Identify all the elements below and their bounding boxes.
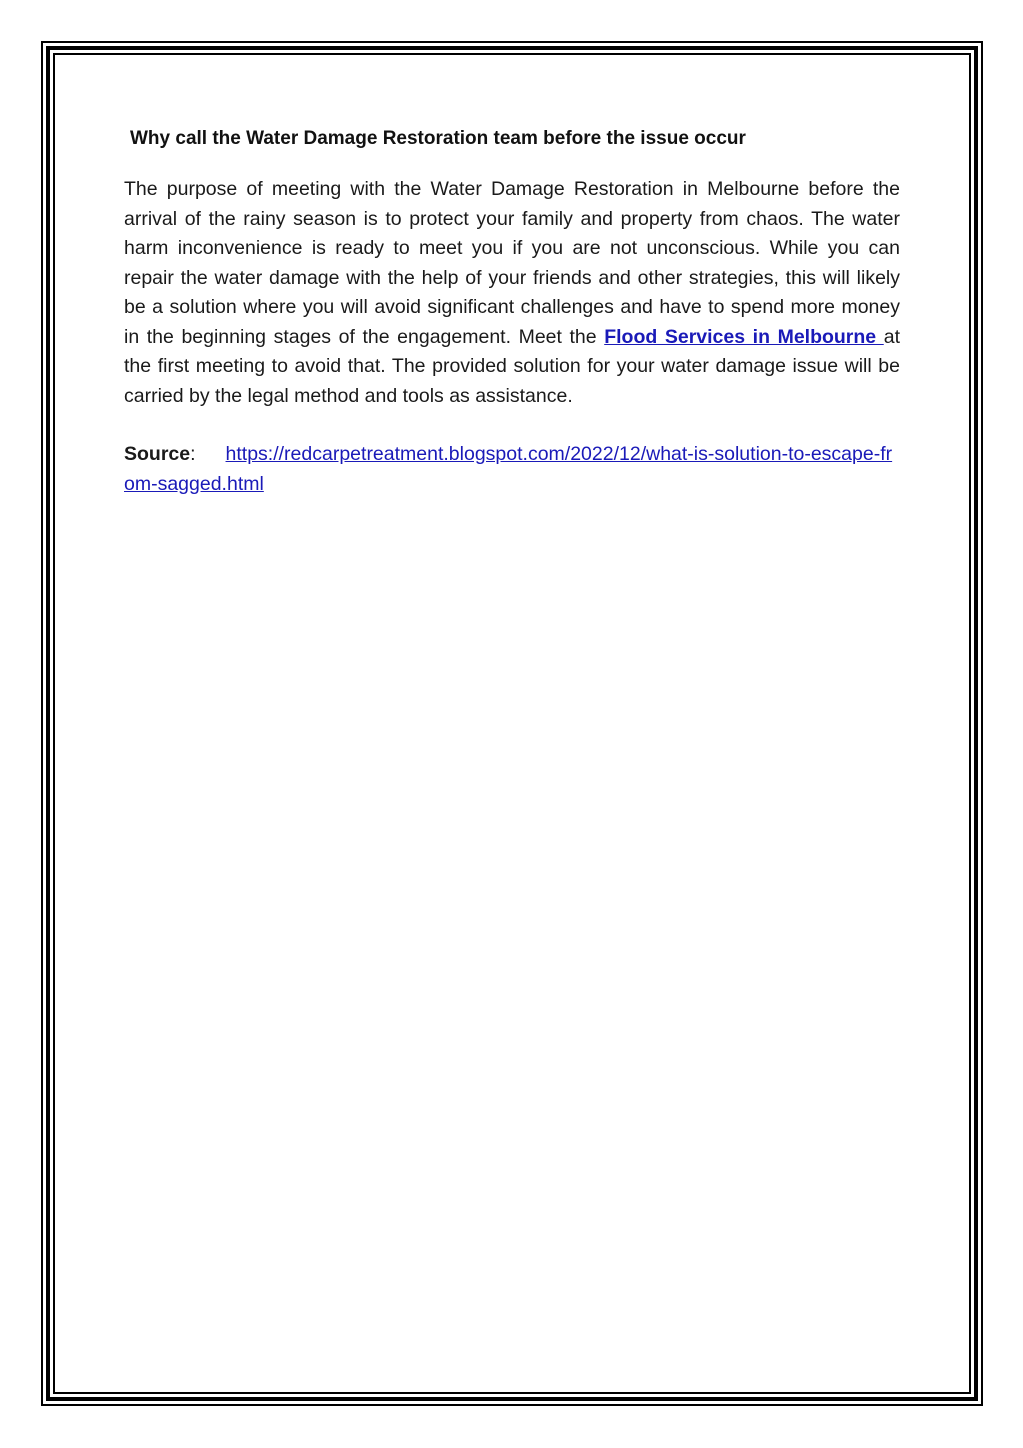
document-body xyxy=(124,124,900,499)
document-heading: Why call the Water Damage Restoration team before the issue occur xyxy=(130,128,746,149)
source-line xyxy=(124,440,900,499)
source-label: Source xyxy=(124,443,191,465)
body-paragraph xyxy=(124,175,900,411)
paragraph-text-end: at the first meeting to avoid that. The provided solution for your water damage issue will be carried by the legal method and tools as assistance. xyxy=(124,325,900,407)
source-url-link[interactable]: https://redcarpetreatment.blogspot.com/2022/12/what-is-solution-to-escape-from-sagged.html xyxy=(124,443,893,495)
paragraph-text-start: The purpose of meeting with the Water Damage Restoration in Melbourne before the arrival of the rainy season is to protect your family and property from chaos. The water harm inconvenience is ready to meet you if you are not unconscious. While you can repair the water damage with the help of your friends and other strategies, this will likely be a solution where you will avoid significant challenges and have to spend more money in the beginning stages of the engagement. Meet the xyxy=(124,178,900,348)
source-colon: : xyxy=(190,443,196,465)
flood-services-link[interactable]: Flood Services in Melbourne xyxy=(604,325,884,348)
